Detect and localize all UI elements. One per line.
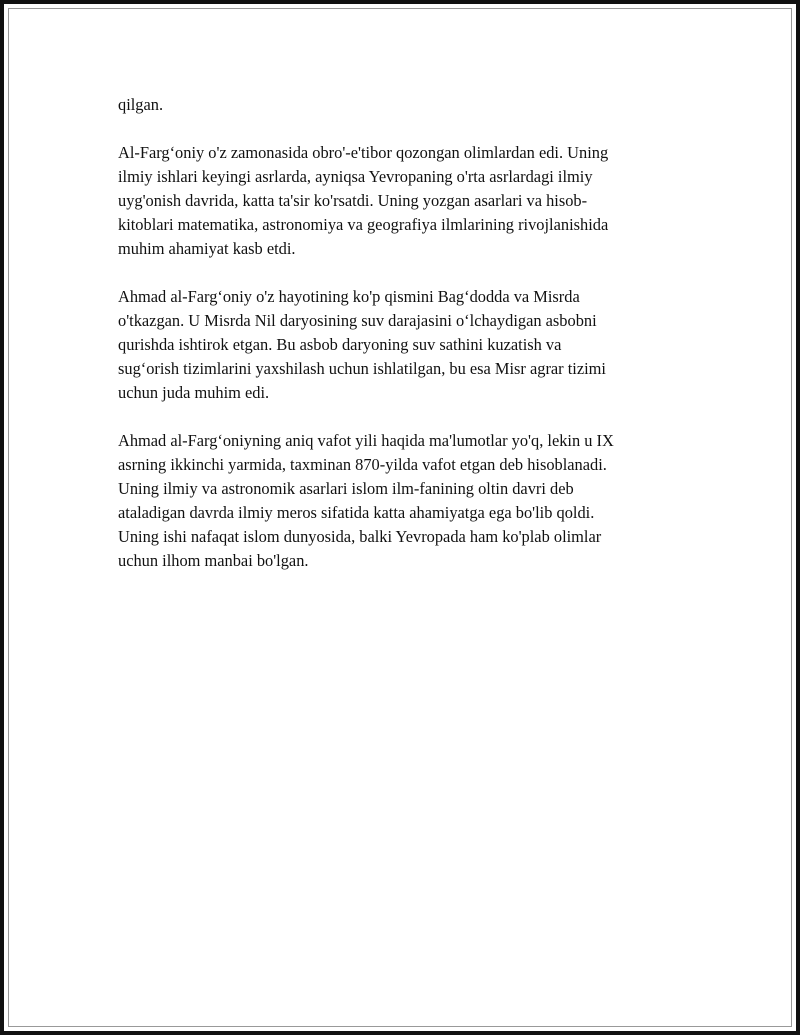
document-body (118, 93, 678, 573)
paragraph-influence (118, 141, 678, 261)
text-line: uchun juda muhim edi. (118, 383, 270, 402)
paragraph-legacy (118, 429, 678, 573)
text-line: Ahmad al-Farg‘oniyning aniq vafot yili haqida ma'lumotlar yo'q, lekin u IX (118, 431, 614, 450)
paragraph-continuation (118, 93, 678, 117)
text-line: sug‘orish tizimlarini yaxshilash uchun ishlatilgan, bu esa Misr agrar tizimi (118, 359, 606, 378)
paragraph-life-in-egypt (118, 285, 678, 405)
text-line: Uning ilmiy va astronomik asarlari islom ilm-fanining oltin davri deb (118, 479, 574, 498)
text-line: qilgan. (118, 95, 164, 114)
text-line: uyg'onish davrida, katta ta'sir ko'rsatdi. Uning yozgan asarlari va hisob- (118, 191, 588, 210)
text-line: Uning ishi nafaqat islom dunyosida, balki Yevropada ham ko'plab olimlar (118, 527, 602, 546)
text-line: Al-Farg‘oniy o'z zamonasida obro'-e'tibor qozongan olimlardan edi. Uning (118, 143, 609, 162)
text-line: qurishda ishtirok etgan. Bu asbob daryoning suv sathini kuzatish va (118, 335, 562, 354)
text-line: Ahmad al-Farg‘oniy o'z hayotining ko'p qismini Bag‘dodda va Misrda (118, 287, 580, 306)
text-line: ilmiy ishlari keyingi asrlarda, ayniqsa Yevropaning o'rta asrlardagi ilmiy (118, 167, 593, 186)
text-line: muhim ahamiyat kasb etdi. (118, 239, 296, 258)
text-line: ataladigan davrda ilmiy meros sifatida katta ahamiyatga ega bo'lib qoldi. (118, 503, 595, 522)
text-line: uchun ilhom manbai bo'lgan. (118, 551, 309, 570)
text-line: o'tkazgan. U Misrda Nil daryosining suv darajasini o‘lchaydigan asbobni (118, 311, 597, 330)
text-line: kitoblari matematika, astronomiya va geografiya ilmlarining rivojlanishida (118, 215, 609, 234)
text-line: asrning ikkinchi yarmida, taxminan 870-yilda vafot etgan deb hisoblanadi. (118, 455, 607, 474)
